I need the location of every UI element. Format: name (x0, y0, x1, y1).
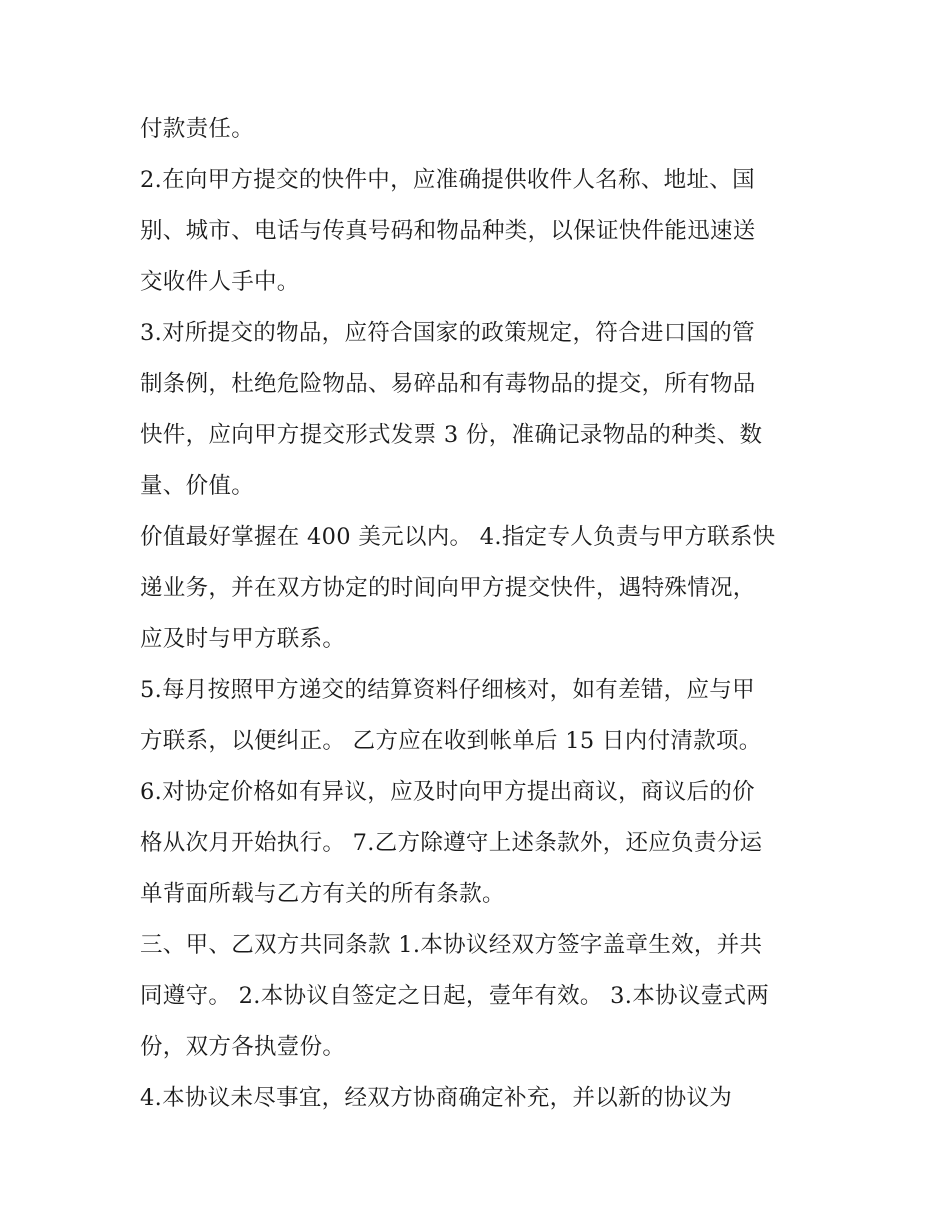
text-line: 量、价值。 (140, 473, 255, 499)
text-line: 制条例，杜绝危险物品、易碎品和有毒物品的提交，所有物品 (140, 371, 756, 397)
text-line: 价值最好掌握在 400 美元以内。 4.指定专人负责与甲方联系快 (140, 524, 776, 550)
text-line: 应及时与甲方联系。 (140, 626, 346, 652)
document-body (140, 104, 820, 1124)
text-line: 3.对所提交的物品，应符合国家的政策规定，符合进口国的管 (140, 320, 755, 346)
text-line: 快件，应向甲方提交形式发票 3 份，准确记录物品的种类、数 (140, 422, 763, 448)
text-line: 三、甲、乙双方共同条款 1.本协议经双方签字盖章生效，并共 (140, 932, 763, 958)
text-line: 别、城市、电话与传真号码和物品种类，以保证快件能迅速送 (140, 218, 756, 244)
text-line: 6.对协定价格如有异议，应及时向甲方提出商议，商议后的价 (140, 779, 755, 805)
text-line: 份，双方各执壹份。 (140, 1034, 346, 1060)
text-line: 2.在向甲方提交的快件中，应准确提供收件人名称、地址、国 (140, 167, 755, 193)
text-line: 同遵守。 2.本协议自签定之日起，壹年有效。 3.本协议壹式两 (140, 983, 770, 1009)
text-line: 5.每月按照甲方递交的结算资料仔细核对，如有差错，应与甲 (140, 677, 755, 703)
text-line: 递业务，并在双方协定的时间向甲方提交快件，遇特殊情况， (140, 575, 756, 601)
text-line: 付款责任。 (140, 116, 255, 142)
text-line: 方联系，以便纠正。 乙方应在收到帐单后 15 日内付清款项。 (140, 728, 762, 754)
text-line: 交收件人手中。 (140, 269, 300, 295)
text-line: 单背面所载与乙方有关的所有条款。 (140, 881, 505, 907)
text-line: 4.本协议未尽事宜，经双方协商确定补充，并以新的协议为 (140, 1085, 733, 1111)
text-line: 格从次月开始执行。 7.乙方除遵守上述条款外，还应负责分运 (140, 830, 763, 856)
